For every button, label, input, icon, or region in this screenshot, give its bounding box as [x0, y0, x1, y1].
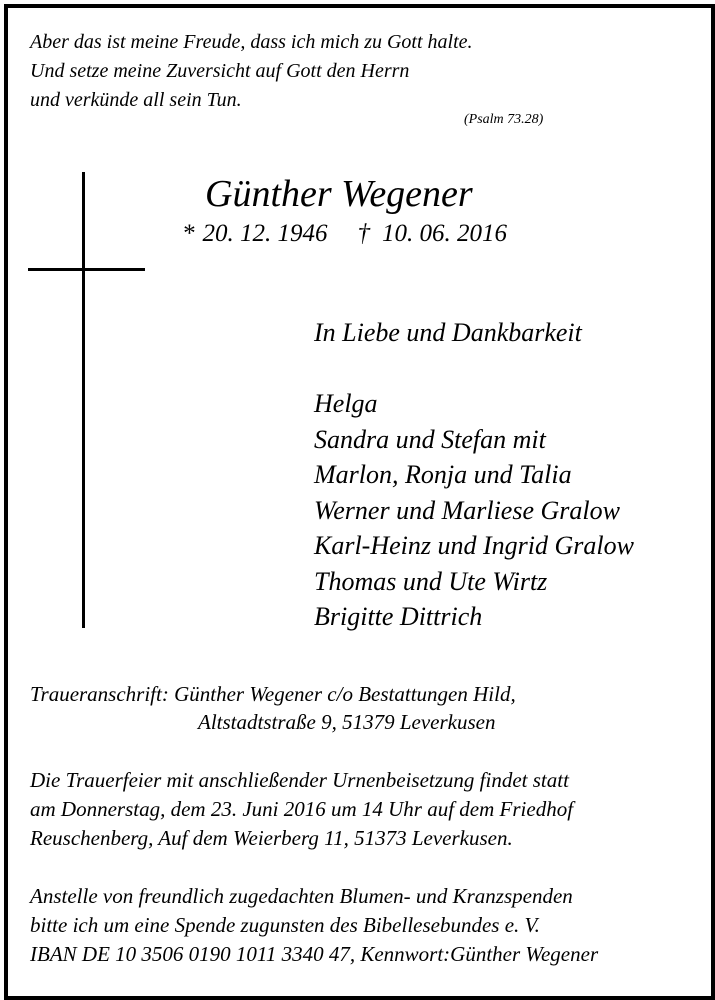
- psalm-line: Und setze meine Zuversicht auf Gott den Herrn: [30, 60, 410, 82]
- donation-info: [30, 882, 598, 969]
- mourners-intro: In Liebe und Dankbarkeit: [314, 318, 582, 347]
- mourner-name: Marlon, Ronja und Talia: [314, 460, 572, 489]
- mourners-list: [314, 386, 634, 635]
- birth-date: 20. 12. 1946: [202, 220, 328, 247]
- service-line: Reuschenberg, Auf dem Weierberg 11, 51373 Leverkusen.: [30, 826, 513, 850]
- service-line: Die Trauerfeier mit anschließender Urnenbeisetzung findet statt: [30, 768, 569, 792]
- death-date: 10. 06. 2016: [382, 220, 507, 247]
- address-line: Altstadtstraße 9, 51379 Leverkusen: [198, 710, 496, 734]
- donation-line: bitte ich um eine Spende zugunsten des Bibellesebundes e. V.: [30, 913, 540, 937]
- service-line: am Donnerstag, dem 23. Juni 2016 um 14 Uhr auf dem Friedhof: [30, 797, 574, 821]
- cross-icon-bar: [28, 268, 145, 271]
- donation-line: IBAN DE 10 3506 0190 1011 3340 47, Kennwort:Günther Wegener: [30, 942, 599, 966]
- funeral-service-info: [30, 766, 573, 853]
- psalm-line: Aber das ist meine Freude, dass ich mich zu Gott halte.: [30, 31, 473, 53]
- mourner-name: Helga: [314, 389, 378, 418]
- mourner-name: Karl-Heinz und Ingrid Gralow: [314, 531, 634, 560]
- address-label: Traueranschrift:: [30, 682, 169, 706]
- psalm-line: und verkünde all sein Tun.: [30, 89, 242, 111]
- address-line: Günther Wegener c/o Bestattungen Hild,: [174, 682, 516, 706]
- death-symbol: †: [357, 220, 370, 247]
- mourner-name: Thomas und Ute Wirtz: [314, 566, 548, 596]
- donation-line: Anstelle von freundlich zugedachten Blumen- und Kranzspenden: [30, 884, 573, 908]
- psalm-reference: (Psalm 73.28): [464, 112, 544, 127]
- mourner-name: Sandra und Stefan mit: [314, 424, 546, 454]
- mourner-name: Werner und Marliese Gralow: [314, 495, 620, 525]
- cross-icon: [82, 172, 85, 628]
- mourner-name: Brigitte Dittrich: [314, 602, 483, 631]
- mourning-address: [30, 680, 516, 736]
- deceased-name: Günther Wegener: [205, 173, 473, 215]
- psalm-quote: [30, 28, 473, 115]
- birth-symbol: *: [182, 220, 195, 247]
- life-dates: [182, 220, 507, 248]
